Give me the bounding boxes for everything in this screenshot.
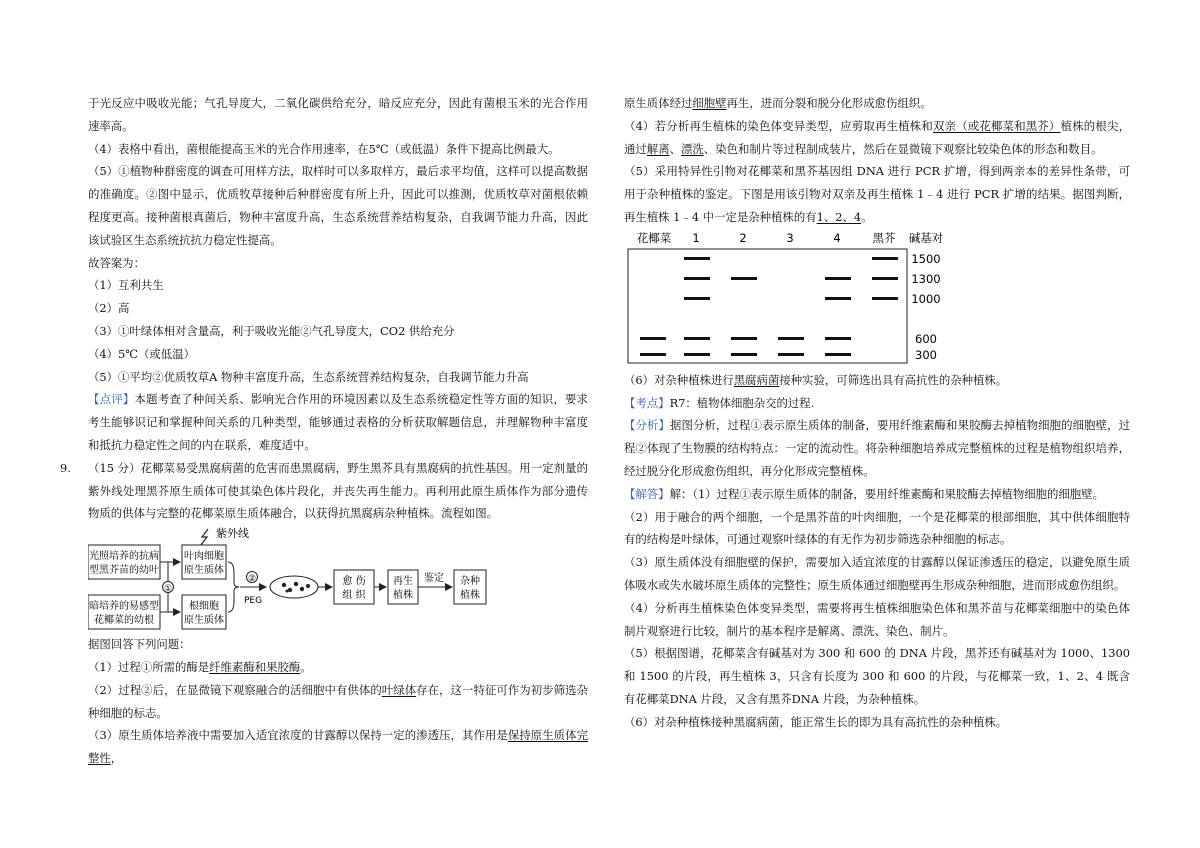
answer-item-3: （3）①叶绿体相对含量高，利于吸收光能②气孔导度大，CO2 供给充分: [88, 323, 455, 338]
box1-line2: 型黑芥苗的幼叶: [89, 565, 159, 577]
answer-line-1: 于光反应中吸收光能；气孔导度大，二氧化碳供给充分，暗反应充分，因此有菌根玉米的光合作用速率高。: [88, 96, 588, 133]
box5-line1: 愈 伤: [342, 576, 366, 588]
box1-line1: 光照培养的抗病: [89, 551, 159, 563]
q3-answer: 保持原生质体完整性: [88, 728, 588, 766]
box3-line2: 原生质体: [184, 565, 224, 577]
q2-answer: 叶绿体: [381, 682, 417, 697]
r1-end: 再生，进而分裂和脱分化形成愈伤组织。: [726, 96, 932, 110]
analysis-tag: 【分析】: [624, 418, 671, 433]
band-lane4-300: [825, 353, 851, 356]
r3-text: （5）采用特异性引物对花椰菜和黑芥基因组 DNA 进行 PCR 扩增，得到两亲本的差异性条带，可用于杂种植株的鉴定。下图是用该引物对双亲及再生植株 1﹣4 进行 PCR 扩增的结果。据图判断，再生植株 1﹣4 中一定是杂种植株的有: [624, 164, 1130, 224]
r2-answer-3: 漂洗: [681, 141, 704, 156]
merge-brace: [228, 562, 239, 612]
solution-1: [624, 483, 1130, 506]
answer-item-4: （4）5℃（或低温）: [88, 346, 195, 361]
identify-label: 鉴定: [424, 573, 444, 585]
question-9: [60, 457, 588, 525]
r3-end: 。: [861, 209, 873, 224]
question-9-5: [624, 160, 1130, 228]
right-column: [624, 92, 1130, 734]
size-1000: 1000: [911, 291, 941, 306]
solution-1-text: 解：（1）过程①表示原生质体的制备，要用纤维素酶和果胶酶去掉植物细胞的细胞壁。: [669, 486, 1104, 501]
step-2-label: ②: [247, 574, 257, 585]
band-mustard-1000: [872, 297, 898, 300]
size-1500: 1500: [911, 251, 941, 266]
band-lane4-1000: [825, 297, 851, 300]
band-lane2-600: [731, 337, 757, 340]
q3-end: ，: [110, 751, 123, 766]
box6-line1: 再生: [393, 576, 413, 588]
box-root-protoplast: [182, 595, 226, 629]
r4-answer: 黑腐病菌: [733, 372, 780, 387]
kd-text: R7：植物体细胞杂交的过程.: [669, 395, 815, 410]
band-lane2-300: [731, 353, 757, 356]
size-1300: 1300: [911, 271, 941, 286]
question-9-4: [624, 115, 1130, 161]
answer-line-5: （5）①植物种群密度的调查可用样方法，取样时可以多取样方，最后求平均值，这样可以提高数据的准确度。②图中显示，优质牧草接种后种群密度有所上升，因此可以推测，优质牧草对菌根依赖程度更高。接种菌根真菌后，物种丰富度升高，生态系统营养结构复杂，自我调节能力升高，因此该试验区生态系统抗抗力稳定性提高。: [88, 164, 588, 247]
question-9-3: [88, 724, 588, 770]
question-9-6: [624, 369, 1130, 392]
solution-6: （6）对杂种植株接种黑腐病菌，能正常生长的即为具有高抗性的杂种植株。: [624, 714, 1008, 729]
comment-text: 本题考查了种间关系、影响光合作用的环境因素以及生态系统稳定性等方面的知识，要求考生能够识记和掌握种间关系的几种类型，能够通过表格的分析获取解题信息，并理解物种丰富度和抵抗力稳定性之间的内在联系，难度适中。: [88, 392, 588, 452]
box-regenerated-plant: [388, 570, 418, 604]
band-lane1-1500: [684, 257, 710, 260]
r2-text: （4）若分析再生植株的染色体变异类型，应剪取再生植株和: [624, 118, 934, 133]
q2-text: （2）过程②后，在显微镜下观察融合的活细胞中有供体的: [88, 682, 382, 697]
step-1-label: ①: [163, 584, 173, 595]
q3-continued: [624, 92, 1130, 115]
solution-3: （3）原生质体没有细胞壁的保护，需要加入适宜浓度的甘露醇以保证渗透压的稳定，以避免原生质体吸水或失水破坏原生质体的完整性；原生质体通过细胞壁再生形成杂种细胞，进而形成愈伤组织。: [624, 555, 1130, 592]
fused-cell-icon: [270, 576, 318, 598]
r1-answer: 细胞壁: [692, 96, 727, 110]
r4-end: 接种实验，可筛选出具有高抗性的杂种植株。: [779, 372, 1008, 387]
lane-label-cauliflower: 花椰菜: [636, 230, 672, 245]
box7-line2: 植株: [460, 590, 480, 602]
box7-line1: 杂种: [460, 576, 480, 588]
answer-item-1: （1）互利共生: [88, 278, 164, 293]
q1-text: （1）过程①所需的酶是: [88, 659, 210, 674]
size-300: 300: [915, 347, 937, 362]
q1-end: 。: [300, 659, 312, 674]
answer-item-2: （2）高: [88, 301, 130, 316]
question-prompt: 据图回答下列问题：: [88, 637, 191, 652]
q2-end: 存在，这一特征可作为初步筛选杂种细胞的标志。: [88, 682, 588, 720]
analysis-text: 据图分析，过程①表示原生质体的制备，要用纤维素酶和果胶酶去掉植物细胞的细胞壁，过程②体现了生物膜的结构特点：一定的流动性。将杂种细胞培养成完整植株的过程是植物组织培养，经过脱分化形成愈伤组织，再分化形成完整植株。: [624, 418, 1130, 478]
left-column: [60, 92, 588, 770]
r2-mid: 植株的根尖，通过: [624, 118, 1130, 156]
band-lane3-300: [778, 353, 804, 356]
comment-tag: 【点评】: [88, 392, 135, 407]
band-cauliflower-300: [640, 353, 666, 356]
band-lane3-600: [778, 337, 804, 340]
pcr-gel-figure: [626, 231, 976, 367]
knowledge-point: [624, 392, 1130, 415]
box-cauliflower-root: [88, 595, 160, 629]
comment-block: [88, 388, 588, 456]
box-hybrid-plant: [454, 570, 486, 604]
band-mustard-1300: [872, 277, 898, 280]
band-lane1-600: [684, 337, 710, 340]
box3-line1: 叶肉细胞: [184, 551, 224, 563]
peg-label: PEG: [244, 596, 263, 607]
box-mesophyll-protoplast: [182, 545, 226, 579]
size-header: 碱基对: [908, 230, 944, 245]
size-600: 600: [915, 331, 937, 346]
box6-line2: 植株: [393, 590, 413, 602]
band-mustard-1500: [872, 257, 898, 260]
uv-label: 紫外线: [216, 527, 249, 541]
box2-line1: 暗培养的易感型: [89, 601, 159, 613]
question-number: 9.: [60, 460, 71, 475]
band-lane2-1300: [731, 277, 757, 280]
lane-label-4: 4: [833, 230, 841, 245]
band-lane4-600: [825, 337, 851, 340]
band-lane4-1300: [825, 277, 851, 280]
q1-answer: 纤维素酶和果胶酶: [209, 659, 301, 674]
answer-item-5: （5）①平均②优质牧草A 物种丰富度升高，生态系统营养结构复杂，自我调节能力升高: [88, 369, 529, 384]
r1-text: 原生质体经过: [624, 96, 693, 110]
solution-5: （5）根据图谱，花椰菜含有碱基对为 300 和 600 的 DNA 片段，黑芥还有碱基对为 1000、1300 和 1500 的片段，再生植株 3，只含有长度为 300 和 600 的片段，与花椰菜一致，1、2、4 既含有花椰菜DNA 片段，又含有黑芥DNA 片段，为杂种植株。: [624, 646, 1130, 706]
band-lane1-1000: [684, 297, 710, 300]
lane-label-1: 1: [692, 230, 700, 245]
question-9-1: [88, 656, 588, 679]
q3-text: （3）原生质体培养液中需要加入适宜浓度的甘露醇以保持一定的渗透压，其作用是: [88, 728, 508, 743]
r4-text: （6）对杂种植株进行: [624, 372, 734, 387]
band-lane1-300: [684, 353, 710, 356]
r2-end: 、染色和制片等过程制成装片，然后在显微镜下观察比较染色体的形态和数目。: [703, 141, 1103, 156]
answer-heading: 故答案为：: [88, 255, 145, 270]
r2-answer-2: 解离: [646, 141, 670, 156]
uv-lightning-icon: [201, 529, 208, 545]
gel-frame: [628, 249, 907, 363]
solution-2: （2）用于融合的两个细胞，一个是黑芥苗的叶肉细胞，一个是花椰菜的根部细胞，其中供体细胞特有的结构是叶绿体，可通过观察叶绿体的有无作为初步筛选杂种细胞的标志。: [624, 509, 1130, 547]
lane-label-black-mustard: 黑芥: [872, 230, 896, 245]
r3-answer: 1、2、4: [816, 209, 862, 224]
box5-line2: 组 织: [342, 590, 366, 602]
band-lane1-1300: [684, 277, 710, 280]
r2-sep: 、: [669, 141, 681, 156]
lane-label-3: 3: [786, 230, 794, 245]
lane-label-2: 2: [739, 230, 747, 245]
box-black-mustard-leaf: [88, 545, 160, 579]
box4-line1: 根细胞: [189, 601, 219, 613]
band-cauliflower-600: [640, 337, 666, 340]
answer-line-4: （4）表格中看出，菌根能提高玉米的光合作用速率，在5℃（或低温）条件下提高比例最大。: [88, 141, 560, 156]
solution-4: （4）分析再生植株染色体变异类型，需要将再生植株细胞染色体和黑芥苗与花椰菜细胞中的染色体制片观察进行比较，制片的基本程序是解离、漂洗、染色、制片。: [624, 600, 1130, 638]
kd-tag: 【考点】: [624, 395, 670, 410]
question-9-2: [88, 679, 588, 725]
solution-tag: 【解答】: [624, 486, 670, 501]
r2-answer: 双亲（或花椰菜和黑芥）: [933, 118, 1061, 133]
analysis-block: [624, 414, 1130, 482]
box2-line2: 花椰菜的幼根: [94, 615, 154, 627]
box-callus: [334, 570, 374, 604]
flow-diagram: [88, 525, 588, 633]
question-text: （15 分）花椰菜易受黑腐病菌的危害而患黑腐病，野生黑芥具有黑腐病的抗性基因。用一定剂量的紫外线处理黑芥原生质体可使其染色体片段化，并丧失再生能力。再利用此原生质体作为部分遗传物质的供体与完整的花椰菜原生质体融合，以获得抗黑腐病杂种植株。流程如图。: [88, 460, 588, 521]
box4-line2: 原生质体: [184, 615, 224, 627]
